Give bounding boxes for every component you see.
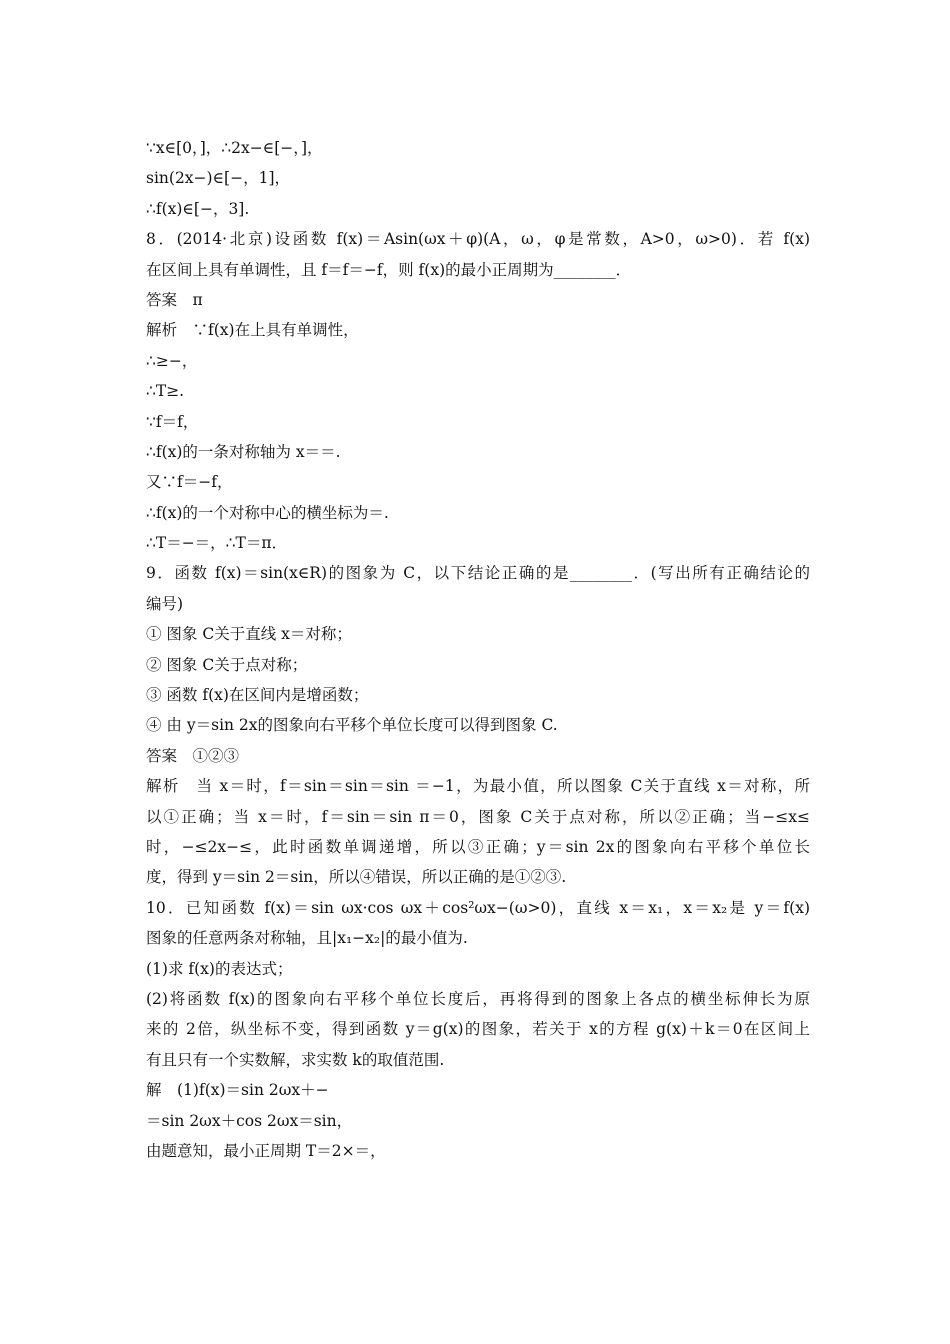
text-line: ∴T≥. — [146, 382, 185, 401]
text-line: (2)将函数 f(x)的图象向右平移个单位长度后，再将得到的图象上各点的横坐标伸长为原 — [146, 989, 810, 1008]
text-line: sin(2x−)∈[−，1]， — [146, 169, 290, 188]
text-line: ① 图象 C关于直线 x＝对称； — [146, 625, 352, 644]
text-line: ∵f＝f， — [146, 412, 199, 431]
text-line: ∴T＝−＝，∴T＝π． — [146, 534, 288, 553]
text-line: ∴≥−， — [146, 351, 198, 370]
text-line: 时，−≤2x−≤，此时函数单调递增，所以③正确；y＝sin 2x的图象向右平移个单位长 — [146, 837, 810, 856]
text-line: 来的 2倍，纵坐标不变，得到函数 y＝g(x)的图象，若关于 x的方程 g(x)＋k＝0在区间上 — [146, 1020, 810, 1039]
text-line: ∴f(x)∈[−，3]. — [146, 199, 250, 218]
text-line: 9．函数 f(x)＝sin(x∈R)的图象为 C，以下结论正确的是________．(写出所有正确结论的 — [146, 564, 810, 583]
text-line: 有且只有一个实数解，求实数 k的取值范围. — [146, 1050, 445, 1069]
text-line: 在区间上具有单调性，且 f＝f＝−f，则 f(x)的最小正周期为________． — [146, 260, 632, 279]
text-line: ∴f(x)的一个对称中心的横坐标为＝. — [146, 503, 389, 522]
text-line: 答案 ①②③ — [146, 746, 240, 765]
text-line: ∴f(x)的一条对称轴为 x＝＝. — [146, 442, 341, 461]
text-line: 答案 π — [146, 290, 203, 309]
text-line: 8．(2014·北京)设函数 f(x)＝Asin(ωx＋φ)(A，ω，φ是常数，A>0，ω>0)．若 f(x) — [146, 230, 810, 249]
text-line: ＝sin 2ωx＋cos 2ωx＝sin， — [146, 1111, 353, 1130]
text-line: ② 图象 C关于点对称； — [146, 655, 308, 674]
text-line: 以①正确；当 x＝时，f＝sin＝sin π＝0，图象 C关于点对称，所以②正确；当−≤x≤ — [146, 807, 810, 826]
text-line: ∵x∈[0，]，∴2x−∈[−，]， — [146, 139, 323, 157]
text-line: 编号) — [146, 594, 184, 613]
text-line: ④ 由 y＝sin 2x的图象向右平移个单位长度可以得到图象 C. — [146, 716, 558, 735]
text-line: 又∵f＝−f， — [146, 473, 233, 492]
text-line: 解析 当 x＝时，f＝sin＝sin＝sin ＝−1，为最小值，所以图象 C关于直线 x＝对称，所 — [146, 777, 810, 796]
text-line: 解析 ∵f(x)在上具有单调性， — [146, 321, 359, 340]
document-page — [146, 133, 810, 1166]
text-line: 10．已知函数 f(x)＝sin ωx·cos ωx＋cos²ωx−(ω>0)，直线 x＝x₁，x＝x₂是 y＝f(x) — [146, 898, 810, 917]
text-line: 解 (1)f(x)＝sin 2ωx＋− — [146, 1081, 329, 1100]
text-line: 度，得到 y＝sin 2＝sin，所以④错误，所以正确的是①②③. — [146, 868, 567, 887]
text-line: ③ 函数 f(x)在区间内是增函数； — [146, 686, 369, 705]
text-line: 图象的任意两条对称轴，且|x₁−x₂|的最小值为. — [146, 929, 468, 948]
text-line: (1)求 f(x)的表达式； — [146, 959, 293, 978]
text-line: 由题意知，最小正周期 T＝2×＝， — [146, 1141, 386, 1160]
